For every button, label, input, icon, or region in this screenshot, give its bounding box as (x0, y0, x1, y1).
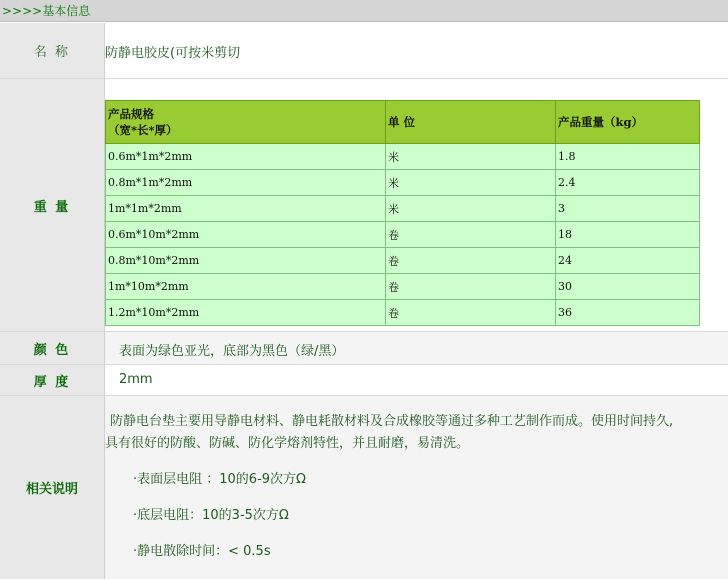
color-value-cell (105, 332, 728, 364)
discharge-time-item: ·静电散除时间：< 0.5s (133, 544, 271, 559)
weight-cell: 36 (556, 300, 700, 326)
weight-cell: 2.4 (556, 170, 700, 196)
name-value: 防静电胶皮(可按米剪切 (105, 46, 241, 61)
thickness-row (0, 365, 728, 396)
name-label: 名 称 (0, 23, 105, 78)
surface-resistance-item: ·表面层电阻 ：10的6-9次方Ω (133, 472, 306, 487)
unit-cell: 卷 (386, 222, 556, 248)
color-label: 颜 色 (0, 332, 105, 364)
spec-table-row (106, 144, 700, 170)
weight-cell: 30 (556, 274, 700, 300)
color-value: 表面为绿色亚光，底部为黑色（绿/黑） (119, 344, 345, 359)
spec-cell: 1m*10m*2mm (106, 274, 386, 300)
thickness-value-cell (105, 365, 728, 395)
weight-cell: 24 (556, 248, 700, 274)
unit-cell: 卷 (386, 248, 556, 274)
spec-table-row (106, 300, 700, 326)
spec-table-row (106, 222, 700, 248)
section-header: >>>>基本信息 (0, 0, 728, 22)
unit-cell: 米 (386, 196, 556, 222)
weight-label: 重 量 (0, 79, 105, 331)
spec-table-row (106, 248, 700, 274)
name-row (0, 23, 728, 79)
spec-cell: 0.8m*10m*2mm (106, 248, 386, 274)
spec-col-header-text: 产品规格 （宽*长*厚） (108, 107, 178, 137)
spec-table-row (106, 170, 700, 196)
description-cell (105, 396, 728, 579)
unit-col-header: 单 位 (386, 101, 556, 144)
weight-cell: 1.8 (556, 144, 700, 170)
spec-table-row (106, 196, 700, 222)
thickness-value: 2mm (119, 372, 153, 387)
weight-col-header: 产品重量（kg） (556, 101, 700, 144)
unit-cell: 卷 (386, 300, 556, 326)
weight-spec-table (105, 100, 700, 326)
spec-cell: 0.6m*10m*2mm (106, 222, 386, 248)
description-row (0, 396, 728, 579)
weight-cell: 3 (556, 196, 700, 222)
spec-table-row (106, 274, 700, 300)
thickness-label: 厚 度 (0, 365, 105, 395)
spec-cell: 1m*1m*2mm (106, 196, 386, 222)
description-line-1: 防静电台垫主要用导静电材料、静电耗散材料及合成橡胶等通过多种工艺制作而成。使用时间持久, (110, 414, 674, 429)
bottom-resistance-item: ·底层电阻：10的3-5次方Ω (133, 508, 289, 523)
spec-cell: 0.6m*1m*2mm (106, 144, 386, 170)
color-row (0, 332, 728, 365)
unit-cell: 米 (386, 170, 556, 196)
description-line-2: 具有很好的防酸、防碱、防化学熔剂特性，并且耐磨，易清洗。 (105, 436, 470, 451)
weight-row (0, 79, 728, 332)
spec-table-header-row (106, 101, 700, 144)
spec-cell: 1.2m*10m*2mm (106, 300, 386, 326)
weight-cell: 18 (556, 222, 700, 248)
description-label: 相关说明 (0, 396, 105, 579)
unit-cell: 米 (386, 144, 556, 170)
spec-cell: 0.8m*1m*2mm (106, 170, 386, 196)
unit-cell: 卷 (386, 274, 556, 300)
spec-col-header (106, 101, 386, 144)
name-value-cell (105, 23, 728, 78)
